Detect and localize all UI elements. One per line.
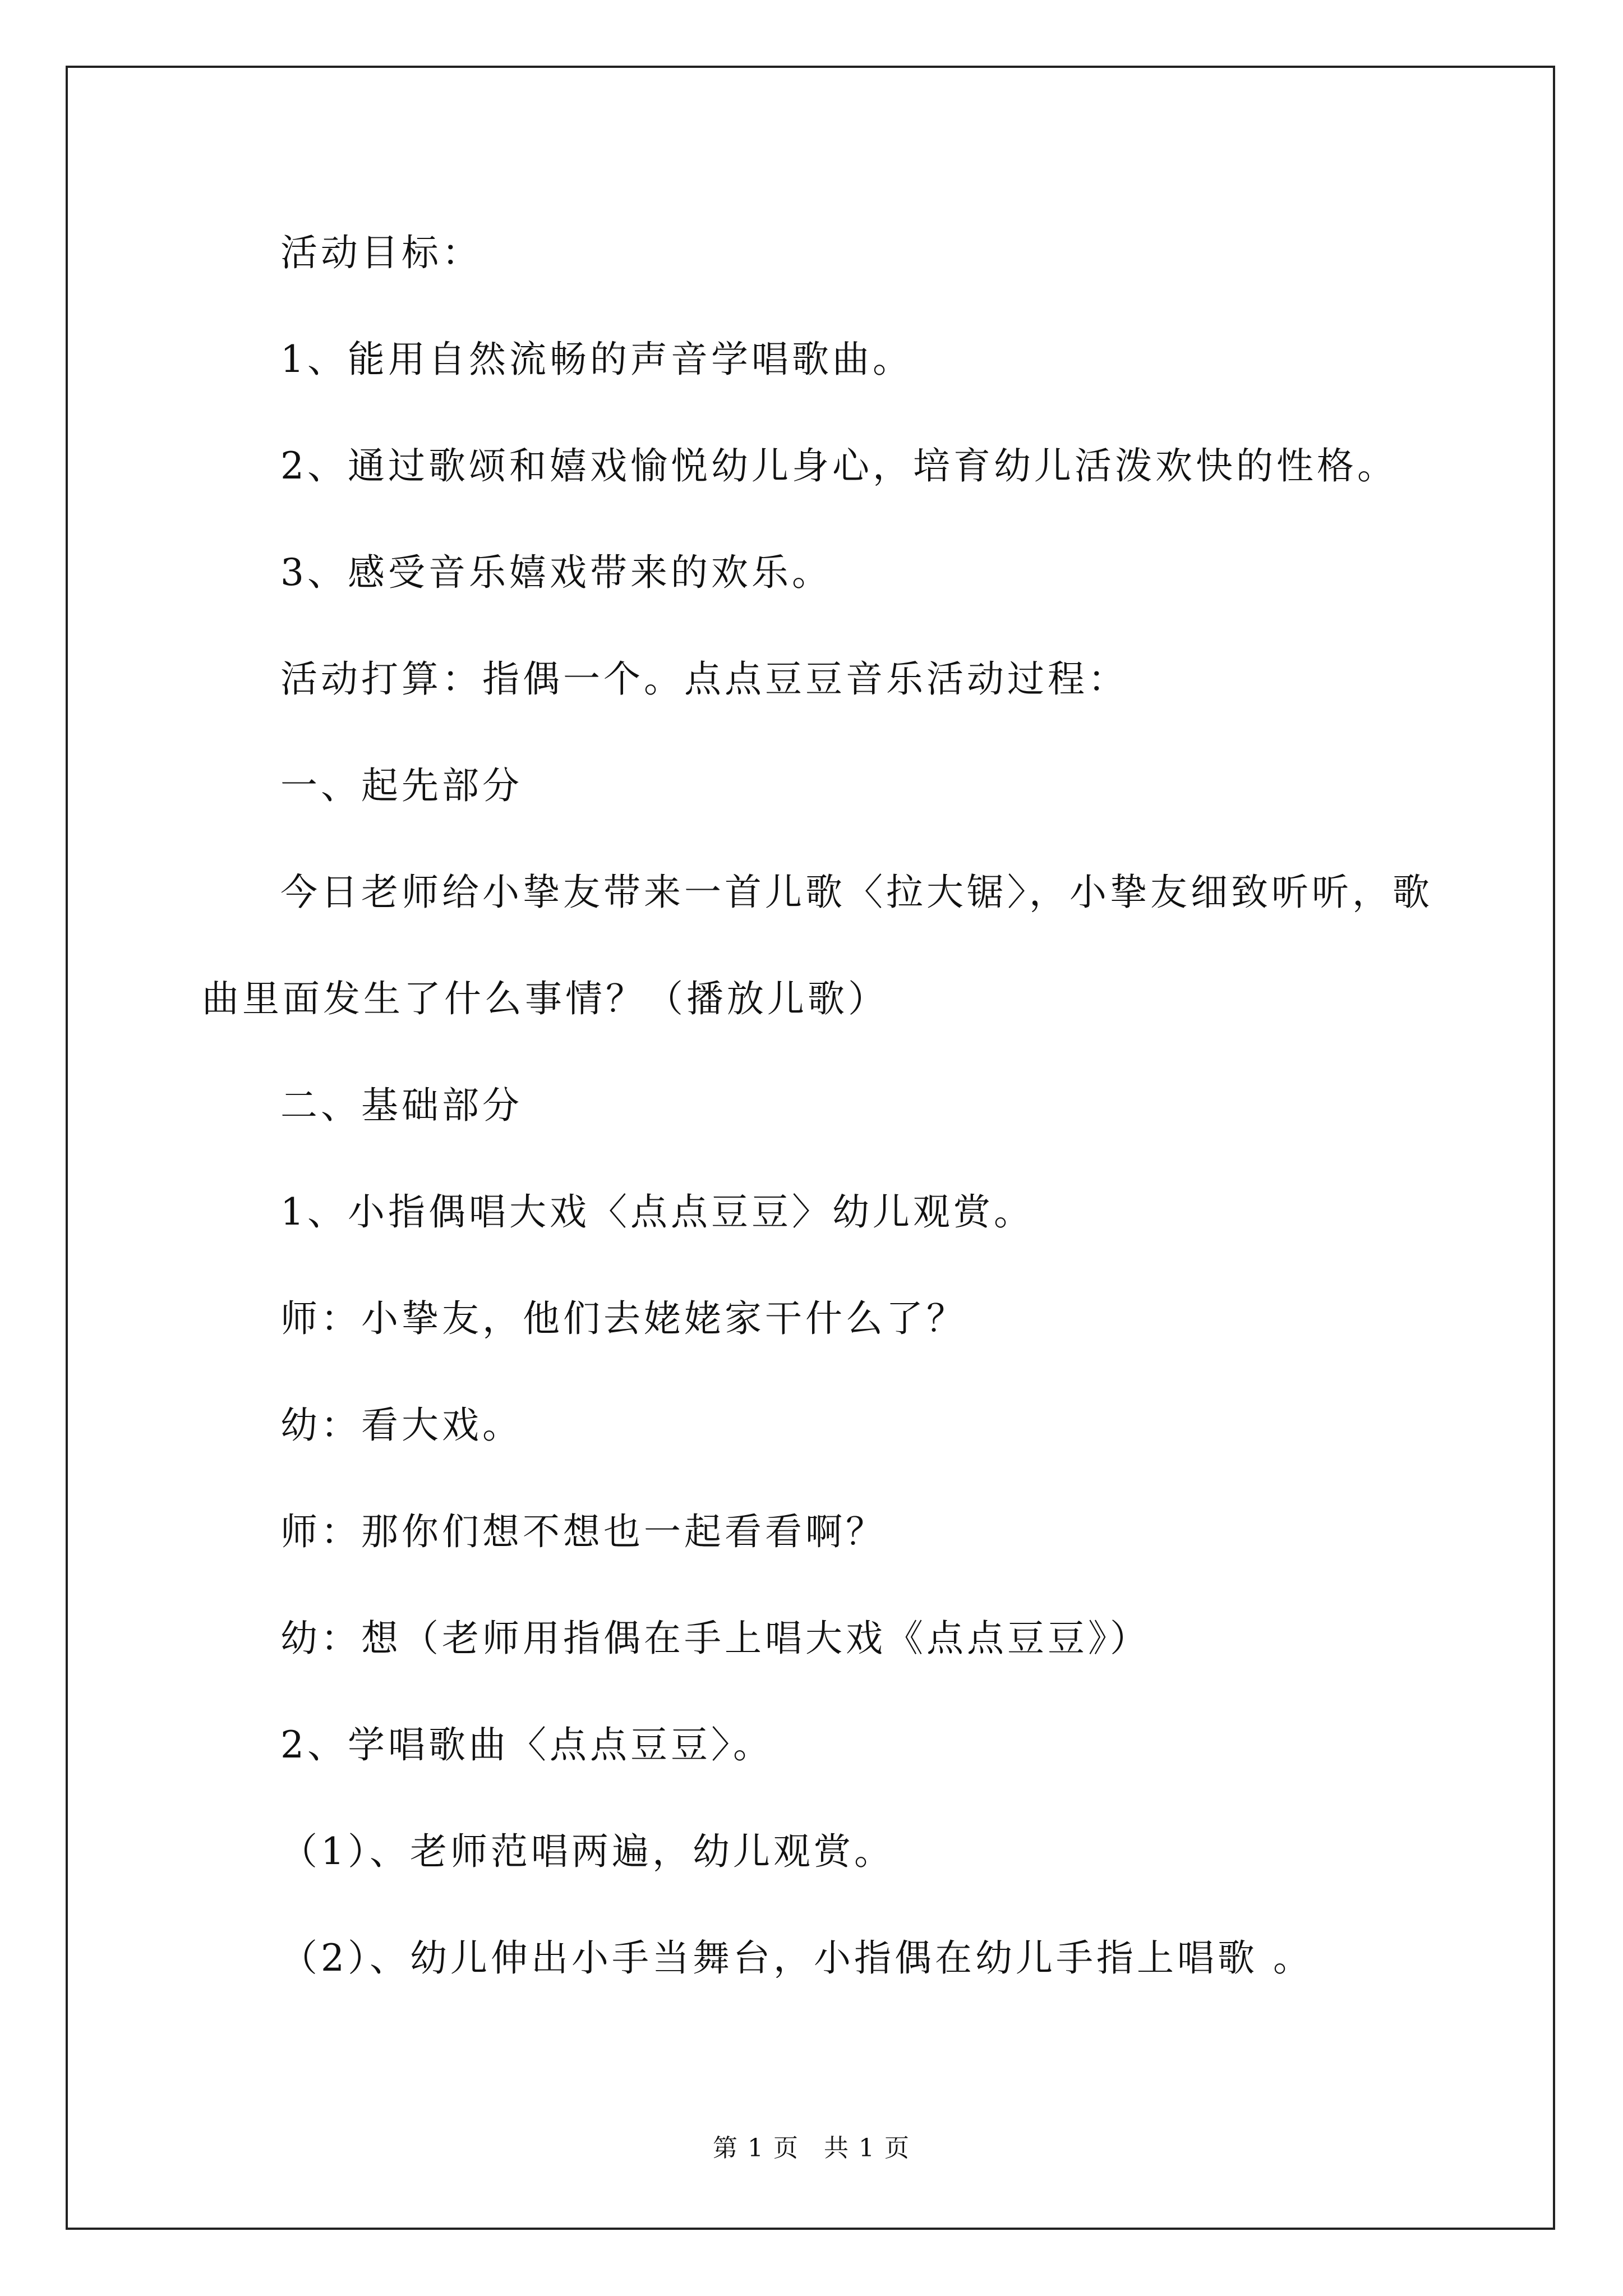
page-total: 共 1 页 [824, 2134, 910, 2162]
paragraph-line-continued: 曲里面发生了什么事情？（播放儿歌） [202, 977, 888, 1020]
page-border [66, 66, 1555, 2230]
section-heading-1: 一、起先部分 [280, 764, 523, 807]
paragraph-line: 今日老师给小挚友带来一首儿歌〈拉大锯〉，小挚友细致听听，歌 [280, 871, 1433, 914]
page-number: 第 1 页 [713, 2134, 799, 2162]
section-heading-2: 二、基础部分 [280, 1084, 523, 1127]
goal-item-1: 1、能用自然流畅的声音学唱歌曲。 [280, 338, 913, 381]
step-item-2: 2、学唱歌曲〈点点豆豆〉。 [280, 1723, 773, 1766]
dialogue-line: 师：那你们想不想也一起看看啊？ [280, 1510, 886, 1553]
sub-step-1: （1）、老师范唱两遍，幼儿观赏。 [280, 1830, 895, 1873]
heading-activity-goals: 活动目标： [280, 231, 482, 274]
dialogue-line: 幼：看大戏。 [280, 1404, 523, 1447]
step-item-1: 1、小指偶唱大戏〈点点豆豆〉幼儿观赏。 [280, 1190, 1034, 1234]
goal-item-2: 2、通过歌颂和嬉戏愉悦幼儿身心，培育幼儿活泼欢快的性格。 [280, 444, 1398, 487]
activity-preparation: 活动打算：指偶一个。点点豆豆音乐活动过程： [280, 657, 1128, 701]
sub-step-2: （2）、幼儿伸出小手当舞台，小指偶在幼儿手指上唱歌 。 [280, 1936, 1313, 1980]
page-footer [0, 2136, 1623, 2161]
dialogue-line: 师：小挚友，他们去姥姥家干什么了？ [280, 1297, 967, 1340]
goal-item-3: 3、感受音乐嬉戏带来的欢乐。 [280, 551, 832, 594]
dialogue-line: 幼：想（老师用指偶在手上唱大戏《点点豆豆》） [280, 1617, 1150, 1660]
